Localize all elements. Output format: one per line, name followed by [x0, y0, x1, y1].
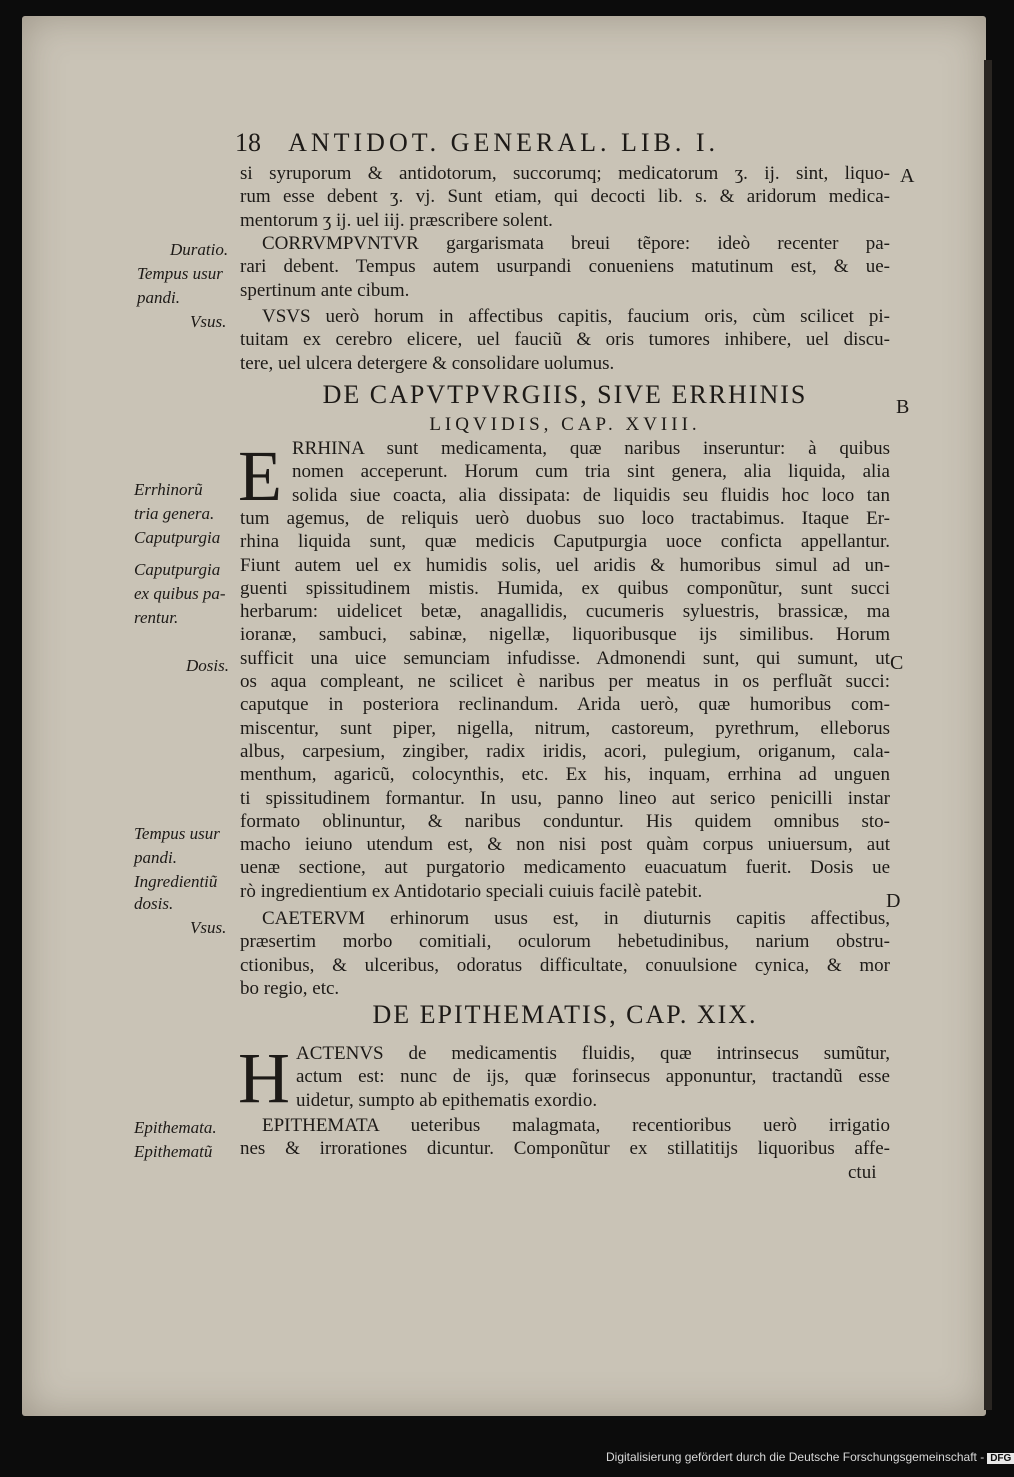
text-line: caputque in posteriora reclinandum. Arida uerò, quæ humoribus com-: [240, 694, 890, 716]
text-line: actum est: nunc de ijs, quæ forinsecus apponuntur, tractandũ esse: [296, 1066, 890, 1088]
text-line: mentorum ʒ ij. uel iij. præscribere solent.: [240, 209, 553, 231]
text-block-2: [240, 232, 890, 302]
text-line: sufficit una uice semunciam infudisse. Admonendi sunt, qui sumunt, ut: [240, 647, 890, 669]
text-line: tum agemus, de reliquis uerò duobus suo loco tractabimus. Itaque Er-: [240, 508, 890, 529]
chapter-19-title: DE EPITHEMATIS, CAP. XIX.: [372, 1000, 758, 1029]
text-line: macho ieiuno utendum est, & non nisi post quàm corpus uniuersum, aut: [240, 834, 890, 856]
chapter-18-title: DE CAPVTPVRGIIS, SIVE ERRHINIS: [322, 380, 808, 409]
text-line: VSVS uerò horum in affectibus capitis, faucium oris, cùm scilicet pi-: [262, 306, 890, 327]
chapter-19-opening: [296, 1042, 890, 1112]
text-line: Fiunt autem uel ex humidis solis, uel aridis & humoribus simul ad un-: [240, 554, 890, 576]
text-line: nomen acceperunt. Horum cum tria sint genera, alia liquida, alia: [292, 461, 890, 483]
margin-note-usus: Vsus.: [190, 918, 227, 937]
text-line: solida siue coacta, alia dissipata: de liquidis seu fluidis hoc loco tan: [292, 484, 890, 506]
chapter-18-subtitle: LIQVIDIS, CAP. XVIII.: [429, 414, 701, 435]
text-line: si syruporum & antidotorum, succorumq; medicatorum ʒ. ij. sint, liquo-: [240, 163, 890, 184]
margin-note-duratio: Duratio.: [170, 240, 229, 259]
catchword: ctui: [848, 1162, 877, 1183]
text-line: miscentur, sunt piper, nigella, nitrum, castoreum, pyrethrum, elleborus: [240, 717, 890, 739]
dropcap-h: H: [238, 1038, 290, 1118]
text-block-3: [240, 305, 890, 375]
digitization-credit: [606, 1450, 1014, 1464]
margin-note-errhinorum: Errhinorũ: [134, 480, 203, 499]
text-line: albus, carpesium, zingiber, radix iridis, acori, pulegium, origanum, cala-: [240, 740, 890, 762]
margin-note-usus: Vsus.: [190, 312, 227, 331]
margin-note-tempus: pandi.: [134, 848, 177, 867]
text-line: ioranæ, sambuci, sabinæ, nigellæ, liquoribusque ijs similibus. Horum: [240, 624, 890, 646]
credit-text: Digitalisierung gefördert durch die Deutsche Forschungsgemeinschaft -: [606, 1450, 985, 1464]
text-line: rum esse debent ʒ. vj. Sunt etiam, qui decocti lib. s. & aridorum medica-: [240, 186, 890, 208]
section-letter-b: B: [896, 396, 910, 418]
text-line: menthum, agaricũ, colocynthis, etc. Ex his, inquam, errhina ad unguen: [240, 764, 890, 786]
section-letter-c: C: [890, 652, 904, 674]
text-line: os aqua compleant, ne scilicet è naribus per meatus in os perfluãt succi:: [240, 671, 890, 693]
text-line: CORRVMPVNTVR gargarismata breui tẽpore: ideò recenter pa-: [262, 233, 890, 254]
chapter-18-usus: [240, 907, 890, 1000]
section-letter-d: D: [886, 890, 901, 912]
margin-note-epithemata: Epithemata.: [134, 1118, 217, 1137]
margin-note-tempus: pandi.: [137, 288, 180, 307]
text-line: uidetur, sumpto ab epithematis exordio.: [296, 1089, 598, 1111]
text-line: præsertim morbo comitiali, oculorum hebetudinibus, narium obstru-: [240, 931, 890, 953]
margin-note-dosis: Dosis.: [186, 656, 229, 675]
dropcap-e: E: [238, 436, 282, 516]
text-line: spertinum ante cibum.: [240, 279, 410, 301]
text-line: EPITHEMATA ueteribus malagmata, recentioribus uerò irrigatio: [262, 1115, 890, 1136]
chapter-18-opening: [292, 437, 890, 507]
margin-note-epithematum: Epithematũ: [134, 1142, 213, 1161]
text-line: rari debent. Tempus autem usurpandi conueniens matutinum est, & ue-: [240, 256, 890, 278]
margin-note-caputpurgia: ex quibus pa-: [134, 584, 226, 603]
section-letter-a: A: [900, 165, 915, 187]
margin-note-tempus: Tempus usur: [137, 264, 223, 283]
text-line: CAETERVM erhinorum usus est, in diuturnis capitis affectibus,: [262, 908, 890, 929]
text-line: ti spissitudinem formantur. In usu, panno lineo aut serico penicilli instar: [240, 787, 890, 809]
text-line: rò ingredientium ex Antidotario speciali cuiuis facilè patebit.: [240, 880, 703, 902]
text-line: rhina liquida sunt, quæ medicis Caputpurgia uoce conficta appellantur.: [240, 531, 890, 553]
margin-note-ingredientium: dosis.: [134, 894, 174, 913]
text-line: tere, uel ulcera detergere & consolidare uolumus.: [240, 352, 615, 374]
page-edge: [984, 60, 992, 1410]
margin-note-ingredientium: Ingredientiũ: [134, 872, 218, 891]
text-line: RRHINA sunt medicamenta, quæ naribus inseruntur: à quibus: [292, 438, 890, 459]
text-line: nes & irrorationes dicuntur. Componũtur ex stillatitijs liquoribus affe-: [240, 1138, 890, 1160]
margin-note-caputpurgia: rentur.: [134, 608, 179, 627]
running-title: ANTIDOT. GENERAL. LIB. I.: [288, 128, 720, 157]
dfg-logo: DFG: [987, 1453, 1014, 1464]
text-block-1: [240, 162, 890, 232]
text-line: bo regio, etc.: [240, 977, 340, 999]
text-line: herbarum: uidelicet betæ, anagallidis, cucumeris syluestris, brassicæ, ma: [240, 601, 890, 623]
margin-note-caputpurgia: Caputpurgia: [134, 560, 221, 579]
text-line: formato oblinuntur, & naribus conduntur. His quidem omnibus sto-: [240, 810, 890, 832]
running-header: [235, 128, 719, 158]
margin-note-tempus: Tempus usur: [134, 824, 220, 843]
margin-note-caputpurgia: Caputpurgia: [134, 528, 221, 547]
text-line: guenti spissitudinem mistis. Humida, ex quibus componũtur, sunt succi: [240, 577, 890, 599]
chapter-19-body: [240, 1114, 890, 1161]
text-line: ACTENVS de medicamentis fluidis, quæ intrinsecus sumũtur,: [296, 1043, 890, 1064]
page-number: 18: [235, 128, 261, 157]
text-line: tuitam ex cerebro elicere, uel fauciũ & oris tumores inhibere, uel discu-: [240, 329, 890, 351]
text-line: ctionibus, & ulceribus, odoratus difficultate, conuulsione cynica, & mor: [240, 954, 890, 976]
margin-note-errhinorum: tria genera.: [134, 504, 215, 523]
text-line: uenæ sectione, aut purgatorio medicamento euacuatum fuerit. Dosis ue: [240, 857, 890, 879]
chapter-18-body: [240, 507, 890, 903]
